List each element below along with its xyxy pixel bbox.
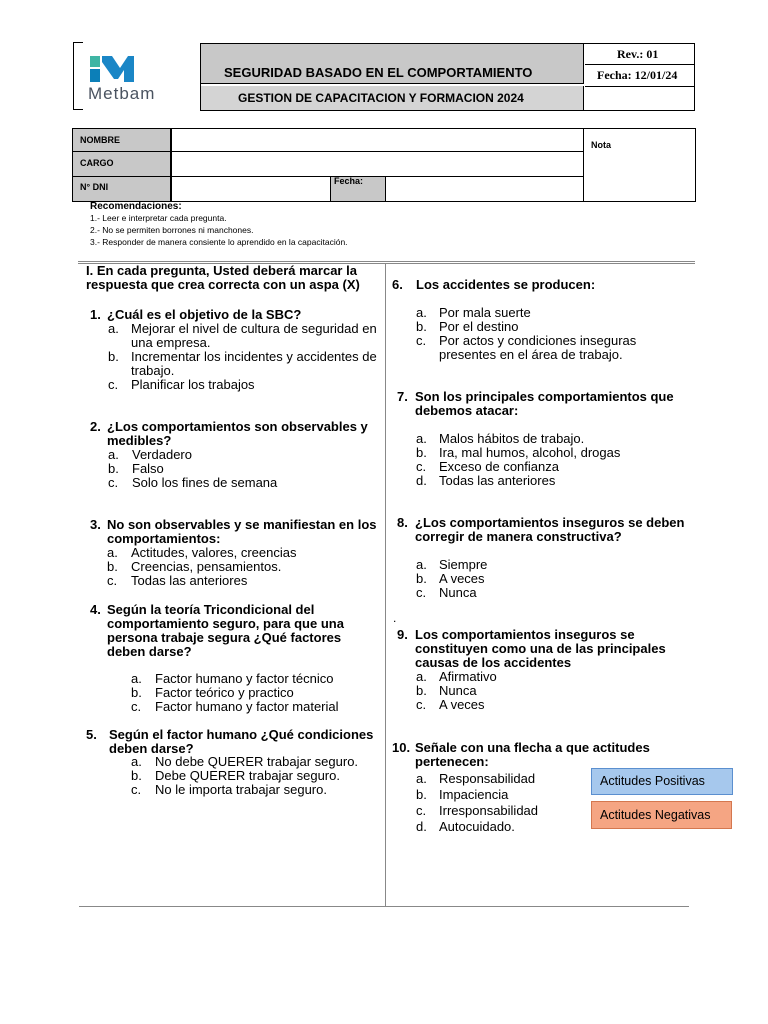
question-number: 4.	[90, 602, 101, 617]
option-text[interactable]: Nunca	[439, 585, 477, 600]
question-text: ¿Los comportamientos inseguros se deben	[415, 515, 685, 530]
option-letter[interactable]: c.	[416, 333, 427, 348]
question-text: Los comportamientos inseguros se	[415, 627, 635, 642]
cargo-label: CARGO	[80, 158, 114, 168]
option-letter[interactable]: c.	[416, 697, 427, 712]
option-text[interactable]: Por actos y condiciones inseguras	[439, 333, 637, 348]
option-text[interactable]: Ira, mal humos, alcohol, drogas	[439, 445, 621, 460]
recommendation-item: 2.- No se permiten borrones ni manchones.	[90, 225, 254, 235]
option-text[interactable]: Irresponsabilidad	[439, 803, 539, 818]
question-text: causas de los accidentes	[415, 655, 572, 670]
option-text[interactable]: Factor humano y factor material	[155, 699, 339, 714]
option-text[interactable]: trabajo.	[131, 363, 175, 378]
revision-label: Rev.: 01	[617, 47, 659, 61]
option-letter[interactable]: b.	[416, 445, 427, 460]
option-text[interactable]: Todas las anteriores	[131, 573, 248, 588]
option-text[interactable]: Solo los fines de semana	[132, 475, 278, 490]
recommendations-title: Recomendaciones:	[90, 201, 182, 212]
option-text[interactable]: Planificar los trabajos	[131, 377, 255, 392]
logo-text: Metbam	[88, 84, 156, 103]
option-letter[interactable]: a.	[416, 557, 427, 572]
question-text: Según el factor humano ¿Qué condiciones	[109, 727, 374, 742]
question-text: deben darse?	[107, 644, 192, 659]
question-text: comportamientos:	[107, 531, 221, 546]
option-letter[interactable]: b.	[416, 683, 427, 698]
negative-attitudes-label: Actitudes Negativas	[600, 808, 711, 822]
option-letter[interactable]: b.	[131, 685, 142, 700]
nota-field[interactable]	[585, 152, 694, 200]
option-text[interactable]: Responsabilidad	[439, 771, 536, 786]
question-text: corregir de manera constructiva?	[415, 529, 622, 544]
recommendation-item: 1.- Leer e interpretar cada pregunta.	[90, 213, 227, 223]
positive-attitudes-box[interactable]	[591, 768, 733, 795]
question-text: comportamiento seguro, para que una	[107, 616, 344, 631]
question-text: pertenecen:	[415, 754, 489, 769]
dni-label: N° DNI	[80, 182, 109, 192]
option-letter[interactable]: c.	[108, 377, 119, 392]
option-text[interactable]: Impaciencia	[439, 787, 509, 802]
option-text[interactable]: Nunca	[439, 683, 477, 698]
question-text: Los accidentes se producen:	[416, 277, 596, 292]
option-text[interactable]: Creencias, pensamientos.	[131, 559, 282, 574]
option-text[interactable]: Siempre	[439, 557, 488, 572]
question-text: ¿Los comportamientos son observables y	[107, 419, 368, 434]
question-text: ¿Cuál es el objetivo de la SBC?	[107, 307, 302, 322]
negative-attitudes-box[interactable]	[591, 801, 732, 829]
option-text[interactable]: Debe QUERER trabajar seguro.	[155, 768, 340, 783]
question-number: 10.	[392, 740, 411, 755]
question-text: persona trabaje segura ¿Qué factores	[107, 630, 342, 645]
option-text[interactable]: Afirmativo	[439, 669, 497, 684]
option-letter[interactable]: c.	[416, 803, 427, 818]
option-text[interactable]: Por el destino	[439, 319, 519, 334]
question-number: 2.	[90, 419, 101, 434]
question-text: No son observables y se manifiestan en los	[107, 517, 377, 532]
nombre-label: NOMBRE	[80, 135, 120, 145]
option-letter[interactable]: a.	[416, 771, 427, 786]
option-letter[interactable]: c.	[131, 699, 142, 714]
option-text[interactable]: presentes en el área de trabajo.	[439, 347, 623, 362]
option-text[interactable]: Falso	[132, 461, 164, 476]
logo-bracket	[73, 42, 83, 110]
dni-field[interactable]	[176, 178, 328, 200]
fecha-field[interactable]	[388, 178, 581, 200]
nombre-field[interactable]	[176, 130, 581, 150]
option-text[interactable]: Autocuidado.	[439, 819, 515, 834]
option-letter[interactable]: a.	[131, 671, 142, 686]
option-text[interactable]: Verdadero	[132, 447, 192, 462]
option-text[interactable]: No debe QUERER trabajar seguro.	[155, 754, 359, 769]
option-text[interactable]: Por mala suerte	[439, 305, 531, 320]
option-text[interactable]: una empresa.	[131, 335, 211, 350]
instructions-line: respuesta que crea correcta con un aspa (X)	[86, 277, 360, 292]
option-letter[interactable]: c.	[131, 782, 142, 797]
question-text: Son los principales comportamientos que	[415, 389, 674, 404]
option-text[interactable]: Mejorar el nivel de cultura de seguridad en	[131, 321, 377, 336]
question-text: medibles?	[107, 433, 172, 448]
instructions-line: I. En cada pregunta, Usted deberá marcar la	[86, 263, 357, 278]
question-text: debemos atacar:	[415, 403, 519, 418]
nota-label: Nota	[591, 140, 611, 150]
question-number: 5.	[86, 727, 97, 742]
option-letter[interactable]: a.	[416, 669, 427, 684]
option-letter[interactable]: b.	[107, 559, 118, 574]
section-bottom-rule	[79, 906, 689, 907]
option-text[interactable]: No le importa trabajar seguro.	[155, 782, 327, 797]
option-letter[interactable]: c.	[107, 573, 118, 588]
option-letter[interactable]: a.	[131, 754, 142, 769]
question-text: Señale con una flecha a que actitudes	[415, 740, 650, 755]
cargo-field[interactable]	[176, 153, 581, 175]
option-text[interactable]: Factor teórico y practico	[155, 685, 294, 700]
option-letter[interactable]: a.	[108, 447, 119, 462]
option-text[interactable]: Todas las anteriores	[439, 473, 556, 488]
question-number: 8.	[397, 515, 408, 530]
question-number: 6.	[392, 277, 403, 292]
column-divider	[385, 263, 386, 906]
metbam-logo-icon	[88, 54, 136, 84]
option-letter[interactable]: d.	[416, 819, 427, 834]
option-letter[interactable]: a.	[108, 321, 119, 336]
option-letter[interactable]: d.	[416, 473, 427, 488]
row-divider-1	[73, 151, 583, 152]
option-letter[interactable]: a.	[416, 305, 427, 320]
document-title: SEGURIDAD BASADO EN EL COMPORTAMIENTO	[224, 65, 533, 80]
option-text[interactable]: Incrementar los incidentes y accidentes de	[131, 349, 377, 364]
option-letter[interactable]: c.	[416, 585, 427, 600]
option-letter[interactable]: b.	[108, 349, 119, 364]
row-divider-2	[73, 176, 583, 177]
option-letter[interactable]: c.	[108, 475, 119, 490]
positive-attitudes-label: Actitudes Positivas	[600, 774, 705, 788]
recommendation-item: 3.- Responder de manera consiente lo aprendido en la capacitación.	[90, 237, 348, 247]
option-letter[interactable]: b.	[131, 768, 142, 783]
document-subtitle: GESTION DE CAPACITACION Y FORMACION 2024	[238, 91, 524, 105]
option-text[interactable]: A veces	[439, 571, 485, 586]
option-letter[interactable]: b.	[416, 319, 427, 334]
question-number: 3.	[90, 517, 101, 532]
option-text[interactable]: Actitudes, valores, creencias	[131, 545, 297, 560]
nota-divider	[583, 129, 584, 201]
stray-dot: .	[393, 611, 397, 625]
option-letter[interactable]: c.	[416, 459, 427, 474]
question-number: 7.	[397, 389, 408, 404]
company-logo	[88, 54, 188, 104]
header-date: Fecha: 12/01/24	[597, 68, 678, 82]
option-text[interactable]: Exceso de confianza	[439, 459, 559, 474]
option-letter[interactable]: b.	[108, 461, 119, 476]
option-text[interactable]: A veces	[439, 697, 485, 712]
option-letter[interactable]: b.	[416, 571, 427, 586]
option-text[interactable]: Malos hábitos de trabajo.	[439, 431, 585, 446]
question-text: deben darse?	[109, 741, 194, 756]
option-letter[interactable]: a.	[416, 431, 427, 446]
question-number: 9.	[397, 627, 408, 642]
option-text[interactable]: Factor humano y factor técnico	[155, 671, 334, 686]
question-text: Según la teoría Tricondicional del	[107, 602, 315, 617]
question-number: 1.	[90, 307, 101, 322]
question-text: constituyen como una de las principales	[415, 641, 666, 656]
option-letter[interactable]: b.	[416, 787, 427, 802]
fecha-label: Fecha:	[334, 176, 364, 186]
option-letter[interactable]: a.	[107, 545, 118, 560]
